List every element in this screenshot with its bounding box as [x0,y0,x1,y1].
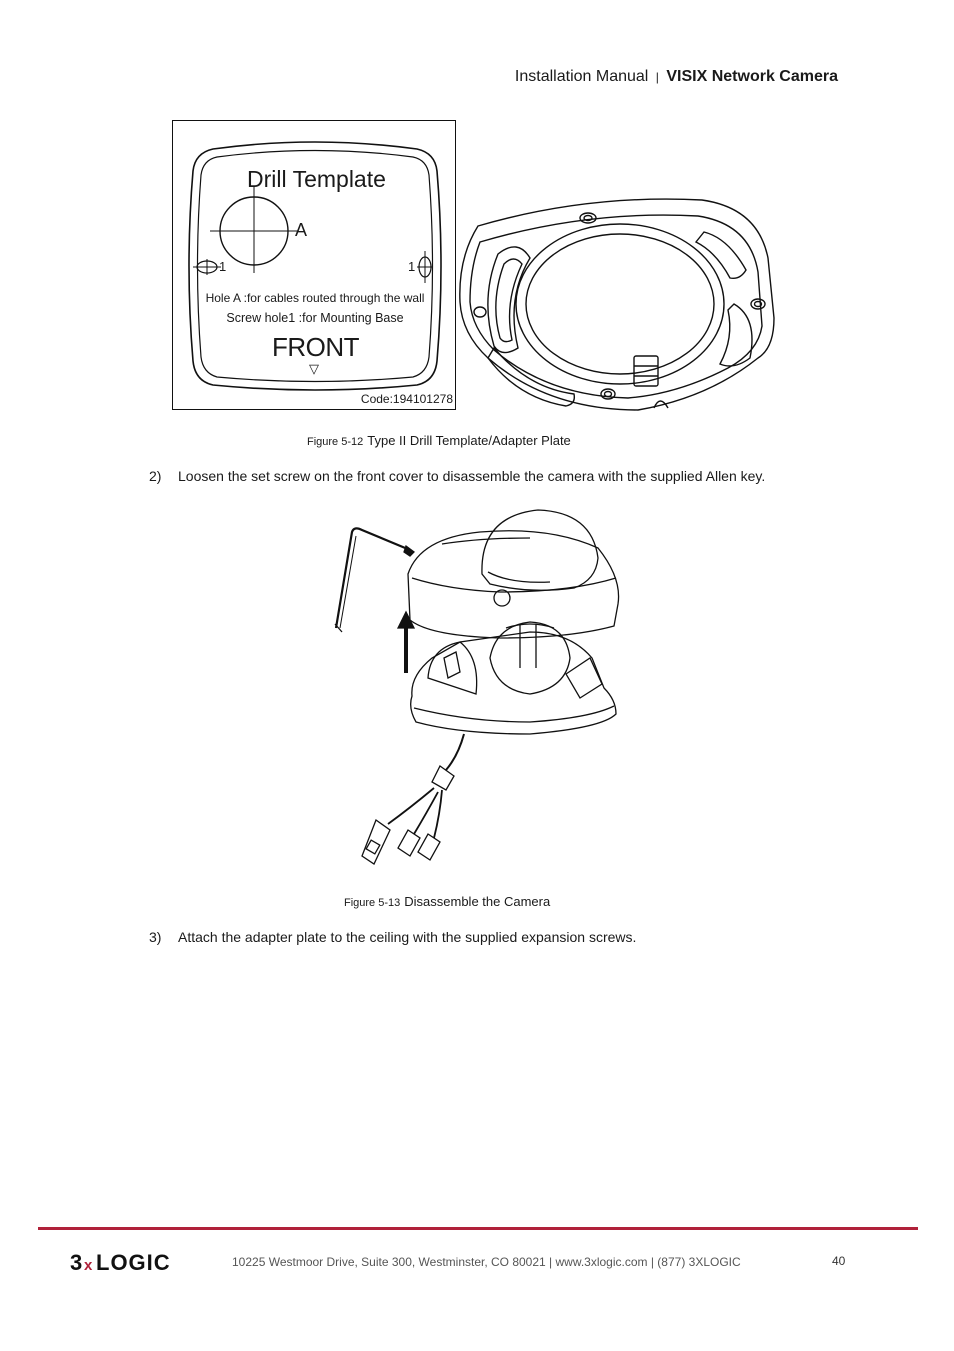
footer-address: 10225 Westmoor Drive, Suite 300, Westminster, CO 80021 | www.3xlogic.com | (877) 3XLOGIC [232,1255,741,1269]
svg-text:3: 3 [70,1251,83,1273]
hole-a-label: A [295,220,308,240]
front-marker-icon: ▽ [309,361,319,376]
hole-a-note: Hole A :for cables routed through the wall [205,291,425,305]
screw-hole-note: Screw hole1 :for Mounting Base [226,311,404,325]
front-label: FRONT [272,332,360,362]
step-text: Attach the adapter plate to the ceiling with the supplied expansion screws. [178,929,637,945]
3xlogic-logo [70,1251,206,1273]
figure-5-13-caption [344,894,550,909]
audio-connector [418,834,440,860]
step-2 [149,468,765,484]
caption-number: Figure 5-12 [307,436,364,448]
allen-key [336,528,410,628]
screw-hole-right-label: 1 [408,259,416,274]
camera-disassembly-illustration [330,508,630,868]
footer-rule [38,1227,918,1230]
drill-template [172,120,456,410]
step-number: 3) [149,929,162,945]
caption-text: Disassemble the Camera [404,894,551,909]
manual-label: Installation Manual [514,68,649,85]
screw-hole-left-label: 1 [219,259,227,274]
step-3 [149,929,636,945]
figure-5-12-caption [307,433,571,448]
caption-number: Figure 5-13 [344,897,401,909]
rj45-connector [362,820,390,864]
step-text: Loosen the set screw on the front cover to disassemble the camera with the supplied Allen key. [178,468,766,484]
cable-joint [432,766,454,790]
template-code: Code:194101278 [360,392,453,406]
adapter-plate-illustration [458,198,782,412]
page-header [515,68,838,86]
svg-text:LOGIC: LOGIC [96,1251,171,1273]
lens-module [490,622,570,694]
power-connector [398,830,420,856]
header-separator: | [655,70,659,84]
template-title: Drill Template [247,166,386,192]
page-number: 40 [832,1254,846,1268]
caption-text: Type II Drill Template/Adapter Plate [367,433,571,448]
figure-drill-template-adapter-plate [172,120,782,412]
dome [482,510,598,590]
svg-text:x: x [84,1257,93,1273]
product-name: VISIX Network Camera [666,68,838,85]
step-number: 2) [149,468,162,484]
